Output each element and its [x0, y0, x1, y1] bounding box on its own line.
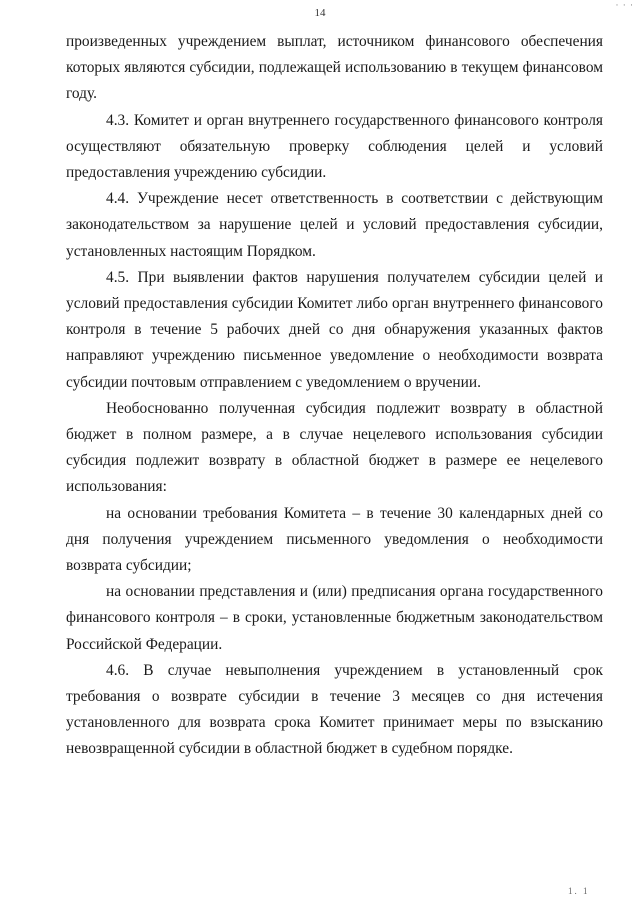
paragraph-control-order: на основании представления и (или) предписания органа государственного финансового контроля – в сроки, установленные бюджетным законодательством Российской Федерации.: [66, 583, 603, 653]
paragraph-refund-rule: Необоснованно полученная субсидия подлежит возврату в областной бюджет в полном размере, а в случае нецелевого использования субсидии субсидия подлежит возврату в областной бюджет в размере ее нецелевого использования:: [66, 399, 603, 496]
page-number: 14: [314, 7, 326, 19]
paragraph-4-3: 4.3. Комитет и орган внутреннего государственного финансового контроля осуществляют обязательную проверку соблюдения целей и условий предоставления учреждению субсидии.: [66, 111, 603, 182]
corner-mark: · · ·: [615, 0, 634, 10]
document-body: [66, 29, 603, 763]
paragraph-4-6: 4.6. В случае невыполнения учреждением в установленный срок требования о возврате субсидии в течение 3 месяцев со дня истечения установленного для возврата срока Комитет принимает меры по взысканию невозвращенной субсидии в областной бюджет в судебном порядке.: [66, 661, 603, 758]
paragraph-committee-demand: на основании требования Комитета – в течение 30 календарных дней со дня получения учреждением письменного уведомления о необходимости возврата субсидии;: [66, 504, 603, 575]
paragraph-4-4: 4.4. Учреждение несет ответственность в соответствии с действующим законодательством за нарушение целей и условий предоставления субсидии, установленных настоящим Порядком.: [66, 190, 603, 260]
paragraph-4-5: 4.5. При выявлении фактов нарушения получателем субсидии целей и условий предоставления субсидии Комитет либо орган внутреннего финансового контроля в течение 5 рабочих дней со дня обнаружения указанных фактов направляют учреждению письменное уведомление о необходимости возврата субсидии почтовым отправлением с уведомлением о вручении.: [66, 268, 603, 391]
footer-mark: 1. 1: [568, 886, 590, 896]
paragraph-continuation: произведенных учреждением выплат, источником финансового обеспечения которых являются субсидии, подлежащей использованию в текущем финансовом году.: [66, 33, 603, 103]
